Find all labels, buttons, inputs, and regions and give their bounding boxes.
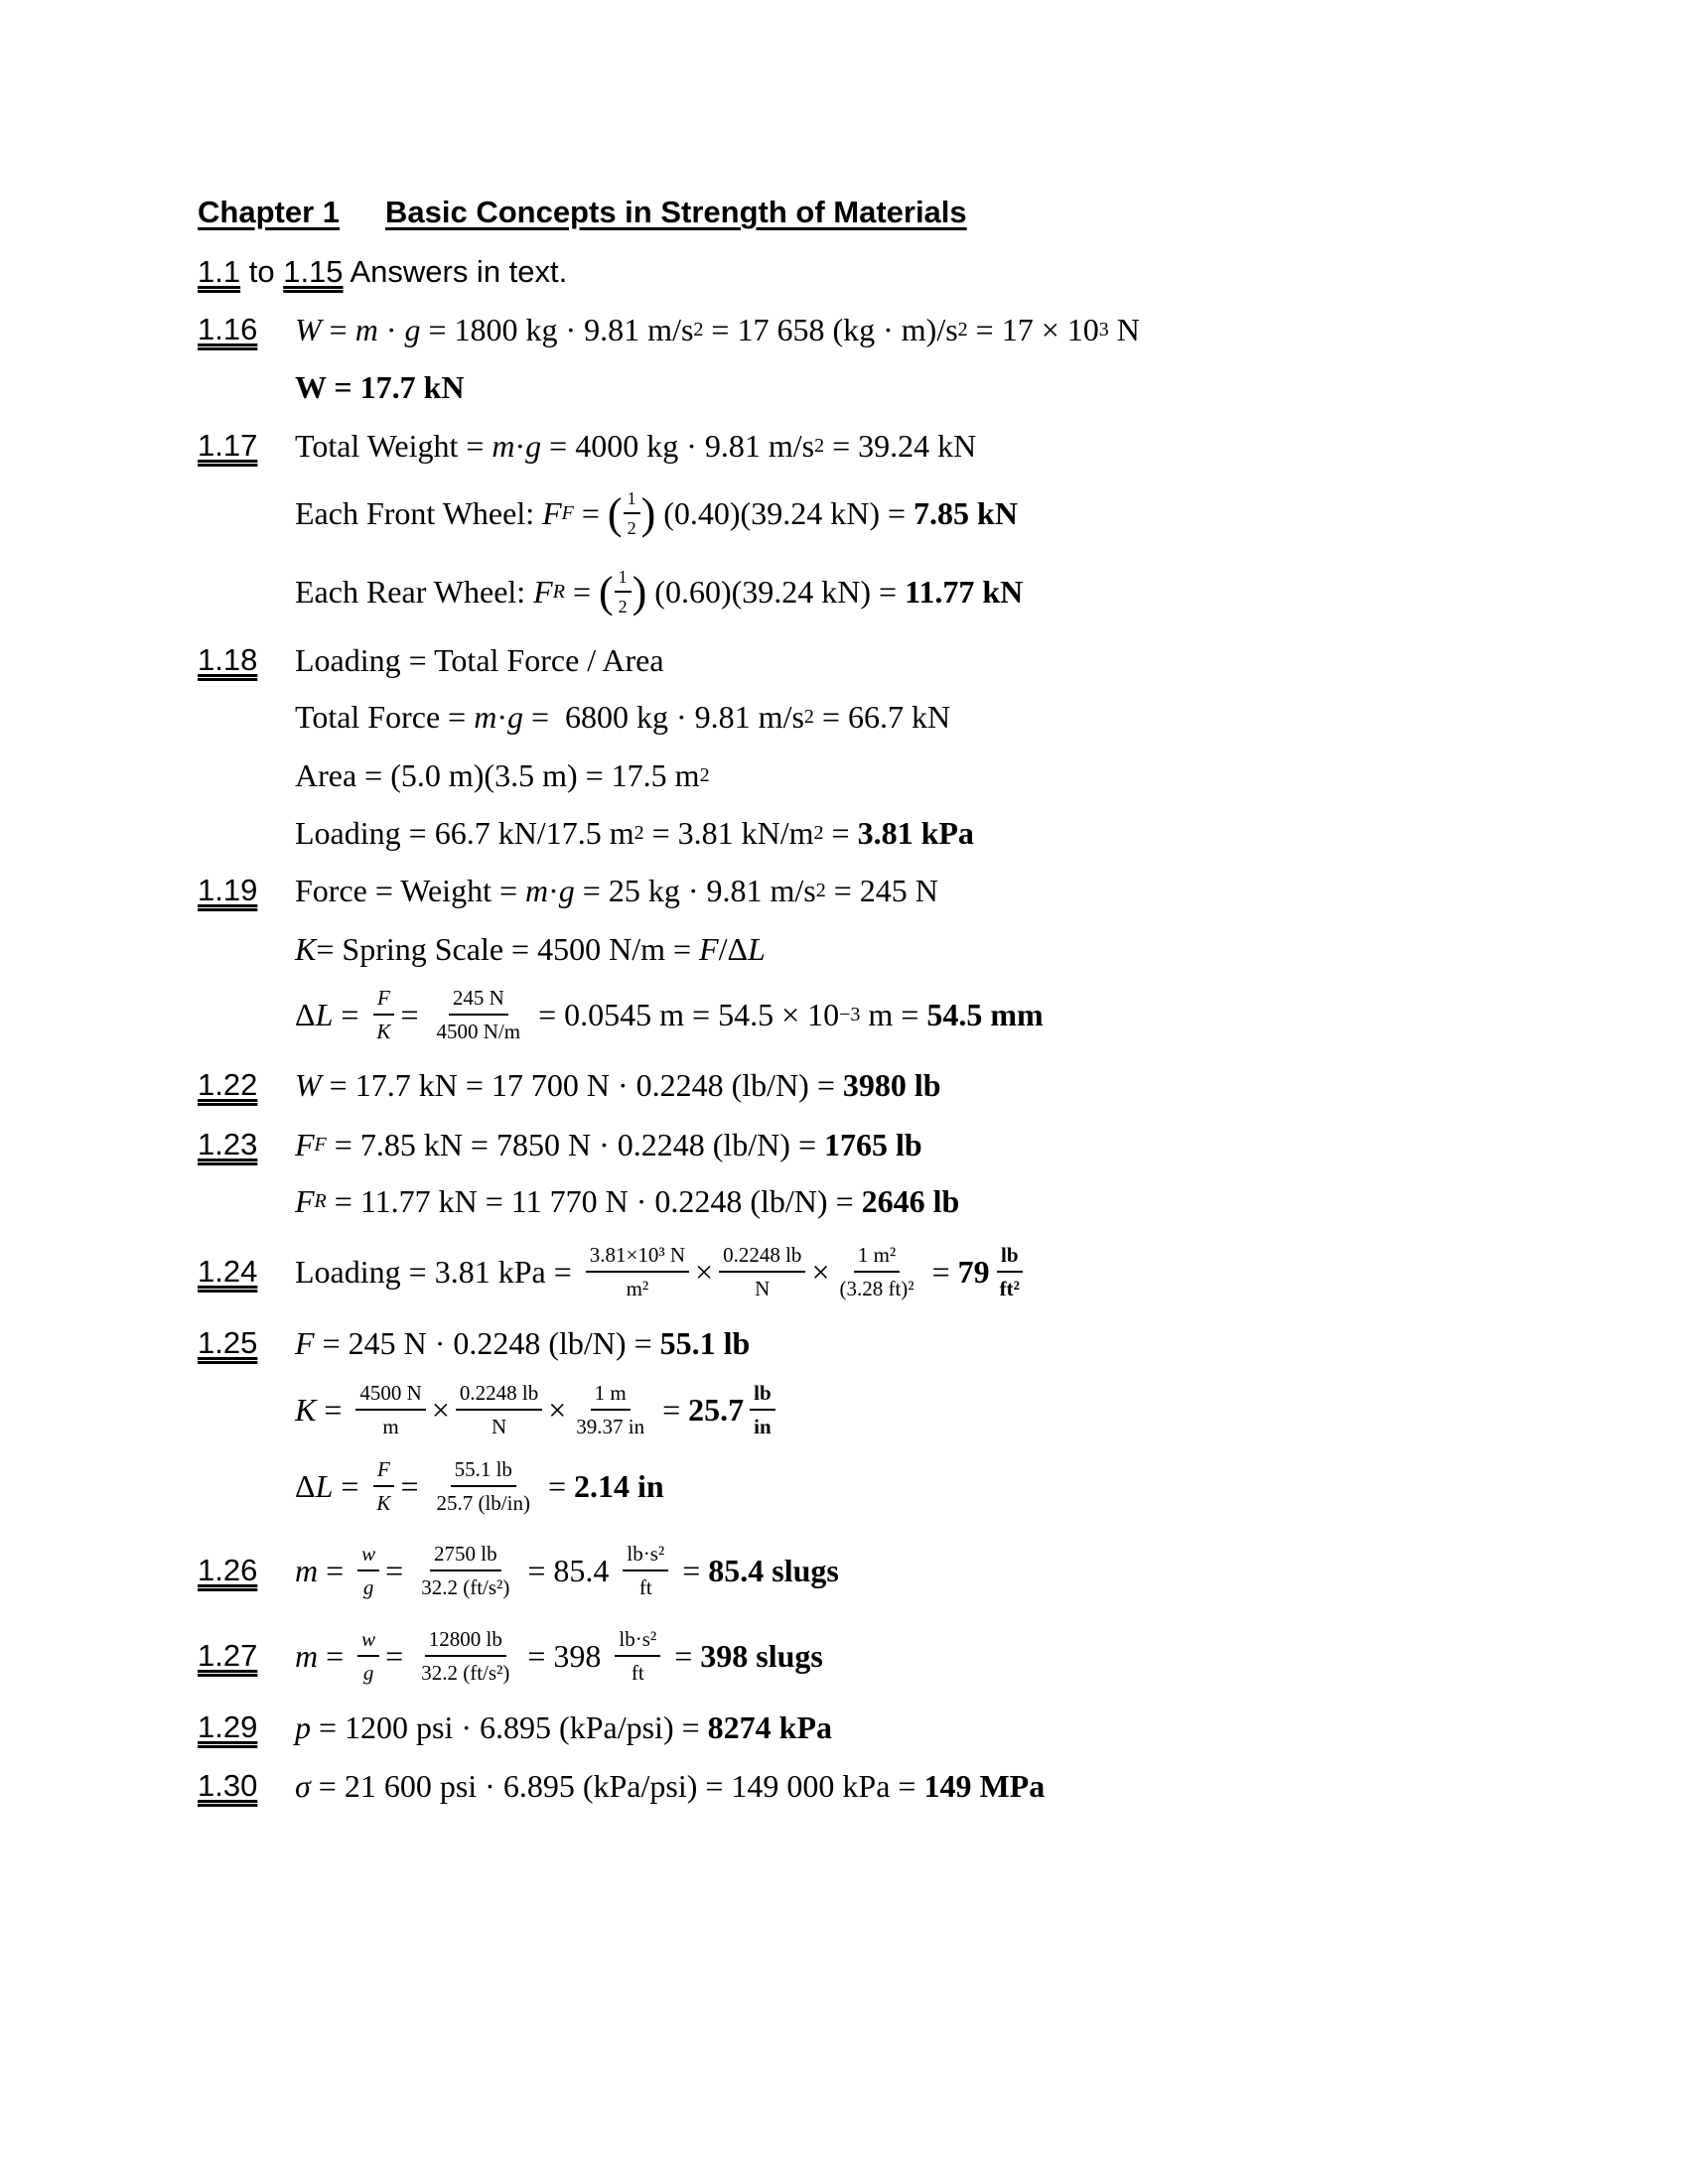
fraction-numerator: F	[373, 984, 394, 1016]
intro-to: to	[240, 254, 284, 289]
math-text: = 39.24 kN	[824, 427, 977, 464]
math-variable: F	[533, 573, 553, 610]
intro-note: Answers in text.	[343, 254, 568, 289]
fraction-denominator: in	[754, 1415, 772, 1438]
fraction	[432, 1455, 534, 1518]
fraction-numerator: 12800 lb	[425, 1625, 506, 1657]
math-text: Each Rear Wheel:	[295, 573, 534, 610]
equation	[295, 1625, 823, 1688]
math-variable: g	[506, 698, 523, 735]
equation: F F = 7.85 kN = 7850 N · 0.2248 (lb/N) = 1765 lb	[295, 1126, 922, 1162]
parenthesized-fraction	[608, 486, 655, 541]
chapter-title: Basic Concepts in Strength of Materials	[384, 195, 967, 229]
result-value: 2.14 in	[574, 1467, 664, 1504]
fraction-numerator: 0.2248 lb	[456, 1379, 542, 1411]
math-text: =	[318, 1552, 352, 1588]
fraction-denominator: 2	[618, 597, 628, 616]
result-value: 8274 kPa	[707, 1708, 832, 1745]
math-text: =	[385, 1637, 412, 1674]
fraction	[624, 486, 640, 541]
math-text: Loading = 3.81 kPa =	[295, 1253, 580, 1290]
math-text: ×	[811, 1253, 830, 1290]
math-text: = 66.7 kN	[813, 698, 951, 735]
problem-number: 1.22	[198, 1067, 258, 1102]
math-text: =	[400, 996, 427, 1032]
math-text: N	[1108, 311, 1140, 347]
fraction-numerator: lb	[750, 1379, 775, 1411]
problem-number: 1.24	[198, 1254, 258, 1289]
math-variable: g	[525, 427, 542, 464]
fraction	[417, 1540, 513, 1602]
fraction-numerator: F	[373, 1455, 394, 1487]
equation: W = m · g = 1800 kg · 9.81 m/s 2 = 17 658 (kg · m)/s 2 = 17 × 10 3 N	[295, 311, 1140, 347]
fraction-denominator: ft²	[999, 1277, 1020, 1300]
equation	[295, 642, 664, 679]
math-text: =	[923, 1253, 958, 1290]
fraction-denominator: 4500 N/m	[436, 1020, 521, 1043]
fraction-denominator: N	[491, 1415, 507, 1438]
math-text: ·	[377, 311, 405, 347]
fraction-numerator: w	[357, 1625, 379, 1657]
math-text: = 17.7 kN = 17 700 N · 0.2248 (lb/N) =	[321, 1066, 843, 1103]
math-text: = 245 N · 0.2248 (lb/N) =	[314, 1324, 660, 1361]
math-text: = 11.77 kN = 11 770 N · 0.2248 (lb/N) =	[326, 1182, 862, 1219]
result-value: 79	[957, 1253, 990, 1290]
fraction-numerator: 1	[624, 486, 640, 514]
result-value: 7.85 kN	[914, 494, 1018, 531]
math-text: ×	[695, 1253, 714, 1290]
math-variable: σ	[295, 1767, 311, 1804]
fraction-numerator: 55.1 lb	[451, 1455, 516, 1487]
math-text: Total Weight =	[295, 427, 492, 464]
equation	[295, 931, 766, 968]
problem-number: 1.25	[198, 1325, 258, 1360]
math-text: = 85.4	[519, 1552, 618, 1588]
fraction-denominator: 32.2 (ft/s²)	[421, 1661, 510, 1685]
fraction-denominator: g	[362, 1575, 374, 1599]
math-variable: L	[748, 930, 766, 967]
math-variable: F	[295, 1324, 315, 1361]
fraction-numerator: w	[357, 1540, 379, 1571]
fraction-numerator: 245 N	[449, 984, 508, 1016]
math-text: = 1800 kg · 9.81 m/s	[420, 311, 694, 347]
problem-number: 1.26	[198, 1553, 258, 1587]
math-text: Area = (5.0 m)(3.5 m) = 17.5 m	[295, 756, 700, 793]
math-text: =	[333, 1467, 367, 1504]
problem-number: 1.27	[198, 1638, 258, 1673]
equation	[295, 1540, 839, 1602]
fraction	[586, 1241, 689, 1303]
math-text: ·	[514, 427, 526, 464]
result-value: 11.77 kN	[905, 573, 1024, 610]
fraction	[357, 1540, 379, 1602]
math-variable: p	[295, 1708, 311, 1745]
fraction-denominator: ft	[638, 1575, 652, 1599]
math-variable: m	[295, 1552, 319, 1588]
math-text: = 0.0545 m = 54.5 × 10	[530, 996, 840, 1032]
result-value: 25.7	[688, 1391, 745, 1428]
result-value: 54.5 mm	[926, 996, 1044, 1032]
fraction-denominator: 2	[627, 518, 636, 538]
left-paren: (	[607, 488, 623, 538]
result-value: 3980 lb	[842, 1066, 941, 1103]
math-text: ·	[496, 698, 507, 735]
math-variable: m	[492, 427, 515, 464]
math-variable: F	[295, 1182, 315, 1219]
fraction-denominator: 39.37 in	[576, 1415, 645, 1438]
math-text: =	[564, 573, 599, 610]
math-variable: m	[525, 872, 549, 908]
math-text: m =	[860, 996, 927, 1032]
fraction-numerator: 1 m²	[854, 1241, 900, 1273]
fraction-numerator: lb·s²	[615, 1625, 660, 1657]
math-variable: F	[699, 930, 719, 967]
math-text: Each Front Wheel:	[295, 494, 543, 531]
fraction	[996, 1241, 1024, 1303]
result-value: 149 MPa	[923, 1767, 1046, 1804]
math-text: Δ	[295, 996, 316, 1032]
math-text: ×	[431, 1391, 450, 1428]
math-text: =	[316, 1391, 351, 1428]
chapter-heading	[198, 195, 967, 230]
fraction-denominator: m²	[626, 1277, 649, 1300]
chapter-number: Chapter 1	[198, 195, 340, 229]
problem-number: 1.30	[198, 1768, 258, 1803]
math-text: Δ	[295, 1467, 316, 1504]
problem-ref-to: 1.15	[283, 254, 344, 289]
math-text: Force = Weight =	[295, 872, 525, 908]
math-text: =	[823, 814, 858, 851]
math-variable: F	[295, 1126, 315, 1162]
fraction-numerator: 1 m	[591, 1379, 631, 1411]
math-text: =	[654, 1391, 689, 1428]
right-paren: )	[640, 488, 656, 538]
math-variable: F	[542, 494, 562, 531]
math-variable: m	[295, 1637, 319, 1674]
fraction-denominator: g	[362, 1661, 374, 1685]
result-value: 3.81 kPa	[857, 814, 974, 851]
fraction	[417, 1625, 513, 1688]
parenthesized-fraction	[599, 565, 646, 619]
fraction-denominator: N	[755, 1277, 771, 1300]
result-value: 1765 lb	[823, 1126, 922, 1162]
math-text: /Δ	[718, 930, 749, 967]
result-value: 2646 lb	[861, 1182, 960, 1219]
equation: Area = (5.0 m)(3.5 m) = 17.5 m 2	[295, 756, 710, 793]
equation	[295, 1709, 832, 1746]
math-text: =	[333, 996, 367, 1032]
equation	[295, 1768, 1045, 1805]
fraction-denominator: K	[376, 1491, 391, 1515]
math-variable: g	[404, 311, 421, 347]
problem-number: 1.18	[198, 642, 258, 677]
fraction	[372, 1455, 394, 1518]
fraction-numerator: 0.2248 lb	[719, 1241, 805, 1273]
math-text: (0.40)(39.24 kN) =	[655, 494, 914, 531]
equation	[295, 1455, 664, 1518]
fraction	[750, 1379, 775, 1441]
equation	[295, 1067, 941, 1104]
fraction-numerator: 2750 lb	[430, 1540, 501, 1571]
math-text: Total Force =	[295, 698, 475, 735]
result-value: 55.1 lb	[659, 1324, 751, 1361]
math-variable: L	[315, 996, 334, 1032]
fraction	[615, 565, 632, 619]
math-text: = 17 658 (kg · m)/s	[703, 311, 958, 347]
equation: F R = 11.77 kN = 11 770 N · 0.2248 (lb/N) = 2646 lb	[295, 1182, 960, 1219]
fraction	[719, 1241, 805, 1303]
fraction-denominator: 25.7 (lb/in)	[436, 1491, 530, 1515]
left-paren: (	[598, 567, 614, 616]
math-text: =	[573, 494, 608, 531]
math-text: =	[318, 1637, 352, 1674]
right-paren: )	[632, 567, 647, 616]
intro-text	[198, 254, 567, 290]
math-text: ×	[548, 1391, 567, 1428]
math-text: = 4000 kg · 9.81 m/s	[541, 427, 815, 464]
math-text: Loading = Total Force / Area	[295, 641, 664, 678]
equation: Total Weight = m · g = 4000 kg · 9.81 m/s 2 = 39.24 kN	[295, 427, 977, 464]
fraction	[615, 1625, 660, 1688]
fraction-numerator: 1	[615, 565, 632, 593]
fraction	[835, 1241, 917, 1303]
fraction-denominator: m	[382, 1415, 399, 1438]
equation: Each Front Wheel: F F = ( $\frac{1}{2}$ ) (0.40)(39.24 kN) = 7.85 kN	[295, 486, 1018, 541]
equation: Each Rear Wheel: F R = ( $\frac{1}{2}$ ) (0.60)(39.24 kN) = 11.77 kN	[295, 565, 1023, 619]
math-text: = 25 kg · 9.81 m/s	[574, 872, 816, 908]
math-variable: K	[295, 930, 317, 967]
equation: Total Force = m · g = 6800 kg · 9.81 m/s 2 = 66.7 kN	[295, 698, 951, 735]
equation	[295, 1325, 750, 1362]
equation: Force = Weight = m · g = 25 kg · 9.81 m/s 2 = 245 N	[295, 872, 938, 908]
math-text: = 1200 psi · 6.895 (kPa/psi) =	[311, 1708, 708, 1745]
math-variable: m	[354, 311, 378, 347]
math-text: =	[321, 311, 355, 347]
problem-ref-from: 1.1	[198, 254, 241, 289]
math-text: =	[674, 1552, 709, 1588]
math-variable: K	[295, 1391, 317, 1428]
math-variable: g	[558, 872, 575, 908]
fraction	[623, 1540, 668, 1602]
math-variable: W	[295, 311, 322, 347]
math-text: ·	[548, 872, 559, 908]
fraction	[432, 984, 524, 1046]
fraction-numerator: lb	[997, 1241, 1023, 1273]
equation: Δ L = $\frac{F}{K}$ = $\frac{245 N}{4500 N/m}$ = 0.0545 m = 54.5 × 10 −3 m = 54.5 mm	[295, 984, 1044, 1046]
math-text: = 17 × 10	[967, 311, 1099, 347]
fraction	[456, 1379, 542, 1441]
problem-number: 1.17	[198, 428, 258, 463]
math-text: = 3.81 kN/m	[643, 814, 814, 851]
math-text: =	[666, 1637, 701, 1674]
fraction	[357, 1625, 379, 1688]
problem-number: 1.29	[198, 1709, 258, 1744]
result-value: W = 17.7 kN	[295, 368, 465, 405]
math-text: = 6800 kg · 9.81 m/s	[522, 698, 804, 735]
math-text: = Spring Scale = 4500 N/m =	[316, 930, 700, 967]
math-text: (0.60)(39.24 kN) =	[646, 573, 906, 610]
fraction-denominator: K	[376, 1020, 391, 1043]
fraction	[355, 1379, 425, 1441]
math-text: Loading = 66.7 kN/17.5 m	[295, 814, 634, 851]
math-text: = 7.85 kN = 7850 N · 0.2248 (lb/N) =	[326, 1126, 824, 1162]
math-text: = 398	[519, 1637, 610, 1674]
fraction-denominator: ft	[631, 1661, 644, 1685]
equation	[295, 1241, 1030, 1303]
result-value: 85.4 slugs	[708, 1552, 839, 1588]
fraction	[572, 1379, 648, 1441]
problem-number: 1.23	[198, 1127, 258, 1161]
result-value: 398 slugs	[700, 1637, 823, 1674]
math-variable: m	[474, 698, 497, 735]
math-text: =	[385, 1552, 412, 1588]
problem-number: 1.19	[198, 873, 258, 907]
equation	[295, 1379, 781, 1441]
math-text: = 245 N	[825, 872, 938, 908]
fraction-numerator: 4500 N	[355, 1379, 425, 1411]
fraction-numerator: 3.81×10³ N	[586, 1241, 689, 1273]
math-variable: W	[295, 1066, 322, 1103]
math-variable: L	[315, 1467, 334, 1504]
equation: Loading = 66.7 kN/17.5 m 2 = 3.81 kN/m 2 = 3.81 kPa	[295, 814, 974, 851]
fraction	[372, 984, 394, 1046]
math-text: = 21 600 psi · 6.895 (kPa/psi) = 149 000 kPa =	[310, 1767, 924, 1804]
equation	[295, 369, 465, 406]
math-text: =	[539, 1467, 575, 1504]
fraction-numerator: lb·s²	[623, 1540, 668, 1571]
fraction-denominator: (3.28 ft)²	[839, 1277, 914, 1300]
fraction-denominator: 32.2 (ft/s²)	[421, 1575, 510, 1599]
problem-number: 1.16	[198, 312, 258, 346]
math-text: =	[400, 1467, 427, 1504]
